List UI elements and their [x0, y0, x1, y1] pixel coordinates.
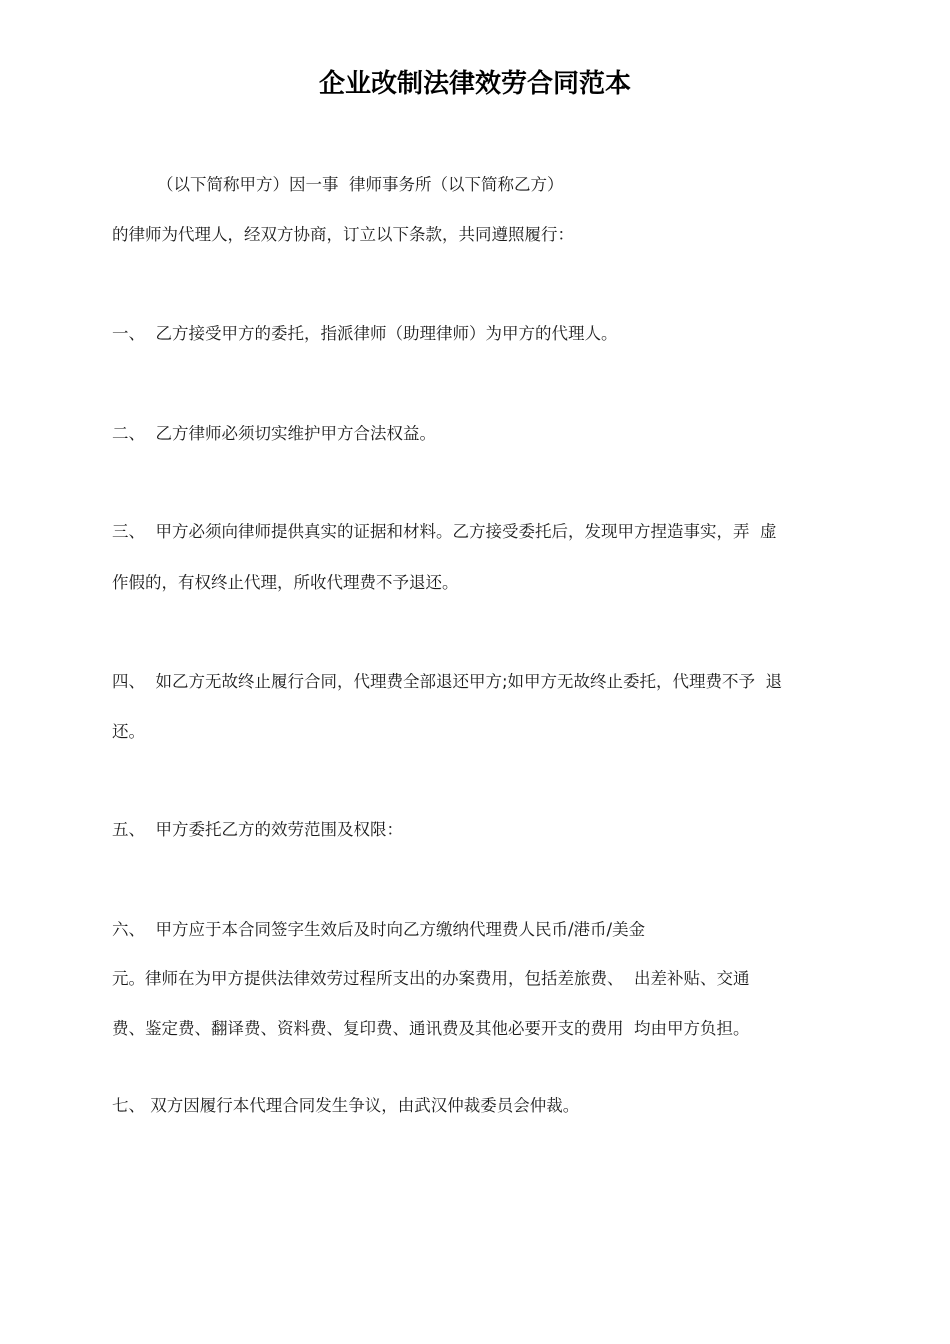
document-title: 企业改制法律效劳合同范本 — [318, 69, 631, 99]
clause-3-line-1: 三、 甲方必须向律师提供真实的证据和材料。乙方接受委托后，发现甲方捏造事实，弄 虚 — [112, 522, 777, 541]
intro-line-2: 的律师为代理人，经双方协商，订立以下条款，共同遵照履行： — [112, 225, 574, 244]
intro-line-1: （以下简称甲方）因一事 律师事务所（以下简称乙方） — [157, 175, 564, 194]
clause-4-line-1: 四、 如乙方无故终止履行合同，代理费全部退还甲方;如甲方无故终止委托，代理费不予 退 — [112, 672, 783, 691]
clause-5-line-1: 五、 甲方委托乙方的效劳范围及权限： — [112, 820, 403, 839]
clause-7-line-1: 七、 双方因履行本代理合同发生争议，由武汉仲裁委员会仲裁。 — [112, 1096, 580, 1115]
clause-3-line-2: 作假的，有权终止代理，所收代理费不予退还。 — [112, 573, 459, 592]
clause-6-line-3: 费、鉴定费、翻译费、资料费、复印费、通讯费及其他必要开支的费用 均由甲方负担。 — [112, 1019, 750, 1038]
clause-1-line-1: 一、 乙方接受甲方的委托，指派律师（助理律师）为甲方的代理人。 — [112, 324, 618, 343]
clause-6-line-1: 六、 甲方应于本合同签字生效后及时向乙方缴纳代理费人民币/港币/美金 — [112, 920, 646, 939]
clause-2-line-1: 二、 乙方律师必须切实维护甲方合法权益。 — [112, 424, 436, 443]
clause-6-line-2: 元。律师在为甲方提供法律效劳过程所支出的办案费用，包括差旅费、 出差补贴、交通 — [112, 969, 750, 988]
clause-4-line-2: 还。 — [112, 722, 145, 741]
